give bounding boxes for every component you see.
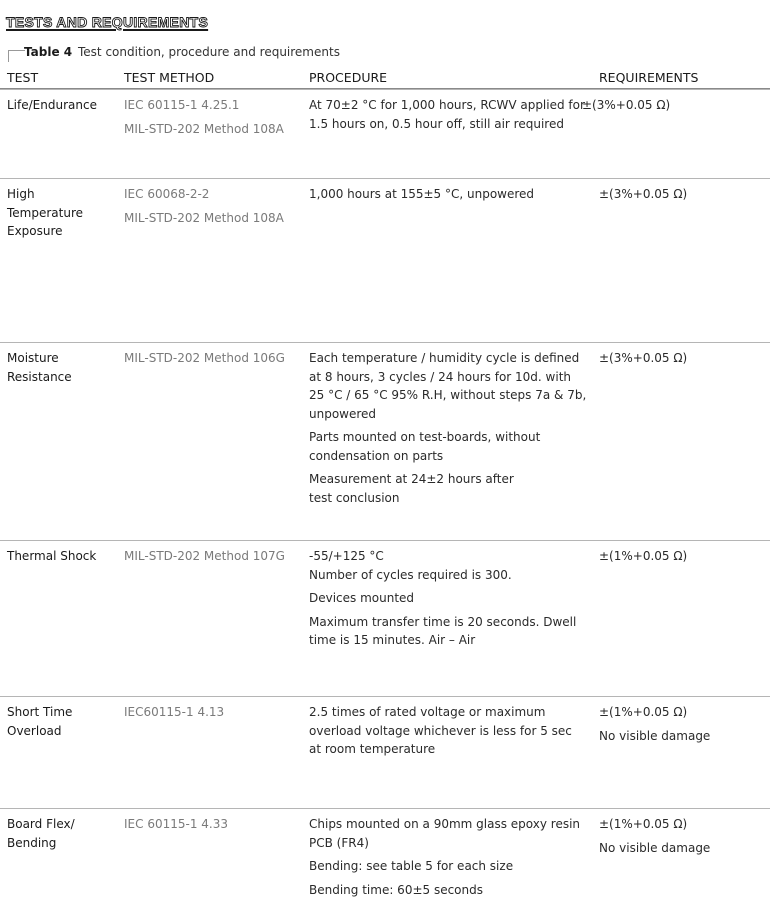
table-header [0, 68, 770, 90]
procedure-paragraph: Maximum transfer time is 20 seconds. Dwell time is 15 minutes. Air – Air [309, 614, 577, 647]
procedure-paragraph: -55/+125 °C Number of cycles required is 300. [309, 549, 512, 582]
method-line: MIL-STD-202 Method 108A [124, 121, 284, 136]
table-number: Table 4 [24, 45, 73, 59]
requirement-line: No visible damage [599, 840, 711, 855]
header-requirements: REQUIREMENTS [599, 70, 699, 85]
procedure-paragraph: Devices mounted [309, 591, 415, 605]
table-row [0, 342, 770, 541]
header-test: TEST [7, 70, 39, 85]
requirements [582, 96, 750, 120]
test-name: Short Time Overload [7, 705, 73, 738]
table-caption-text: Test condition, procedure and requirements [78, 45, 340, 59]
procedure-paragraph: 2.5 times of rated voltage or maximum overload voltage whichever is less for 5 sec at room temperature [309, 705, 572, 756]
requirement-line: No visible damage [599, 728, 711, 743]
procedure-paragraph: 1,000 hours at 155±5 °C, unpowered [309, 187, 535, 201]
requirements [599, 703, 767, 750]
method-line: IEC 60115-1 4.25.1 [124, 98, 240, 112]
procedure-paragraph: Measurement at 24±2 hours after test conclusion [309, 472, 514, 505]
test-method [124, 547, 299, 571]
test-name: Life/Endurance [7, 98, 97, 112]
requirements [599, 185, 767, 209]
method-line: IEC 60115-1 4.33 [124, 817, 228, 831]
method-line: IEC 60068-2-2 [124, 187, 210, 201]
test-name: Board Flex/ Bending [7, 817, 75, 850]
procedure-paragraph: Bending: see table 5 for each size [309, 859, 514, 873]
test-name: High Temperature Exposure [7, 187, 84, 238]
procedure-paragraph: Each temperature / humidity cycle is defined at 8 hours, 3 cycles / 24 hours for 10d. with 25 °C / 65 °C 95% R.H, without steps 7a & 7b, unpowered [309, 351, 587, 421]
table-row [0, 808, 770, 922]
requirements [599, 815, 767, 862]
procedure-paragraph: Parts mounted on test-boards, without condensation on parts [309, 430, 541, 463]
method-line: IEC60115-1 4.13 [124, 705, 225, 719]
test-method [124, 96, 299, 143]
requirement-line: ±(3%+0.05 Ω) [599, 351, 688, 365]
table-row [0, 178, 770, 343]
requirement-line: ±(3%+0.05 Ω) [582, 98, 671, 112]
requirement-line: ±(1%+0.05 Ω) [599, 705, 688, 719]
table-row [0, 89, 770, 179]
requirements [599, 547, 767, 571]
procedure [309, 703, 587, 764]
test-method [124, 703, 299, 727]
procedure [309, 96, 587, 138]
table-row [0, 540, 770, 697]
table-row [0, 696, 770, 809]
method-line: MIL-STD-202 Method 106G [124, 351, 285, 365]
procedure [309, 349, 587, 512]
test-name: Moisture Resistance [7, 351, 72, 384]
requirements [599, 349, 767, 373]
method-line: MIL-STD-202 Method 108A [124, 210, 284, 225]
procedure [309, 185, 587, 209]
header-test-method: TEST METHOD [124, 70, 215, 85]
header-procedure: PROCEDURE [309, 70, 388, 85]
method-line: MIL-STD-202 Method 107G [124, 549, 285, 563]
test-name: Thermal Shock [7, 549, 97, 563]
requirement-line: ±(1%+0.05 Ω) [599, 817, 688, 831]
requirement-line: ±(3%+0.05 Ω) [599, 187, 688, 201]
section-title: TESTS AND REQUIREMENTS [6, 14, 209, 30]
test-method [124, 815, 299, 839]
procedure-paragraph: Bending time: 60±5 seconds [309, 882, 483, 897]
procedure [309, 547, 587, 655]
procedure-paragraph: At 70±2 °C for 1,000 hours, RCWV applied for 1.5 hours on, 0.5 hour off, still air required [309, 98, 585, 131]
caption-corner-line [8, 50, 25, 62]
requirement-line: ±(1%+0.05 Ω) [599, 549, 688, 563]
procedure-paragraph: Chips mounted on a 90mm glass epoxy resin PCB (FR4) [309, 817, 581, 850]
procedure [309, 815, 587, 904]
test-method [124, 349, 299, 373]
test-method [124, 185, 299, 232]
